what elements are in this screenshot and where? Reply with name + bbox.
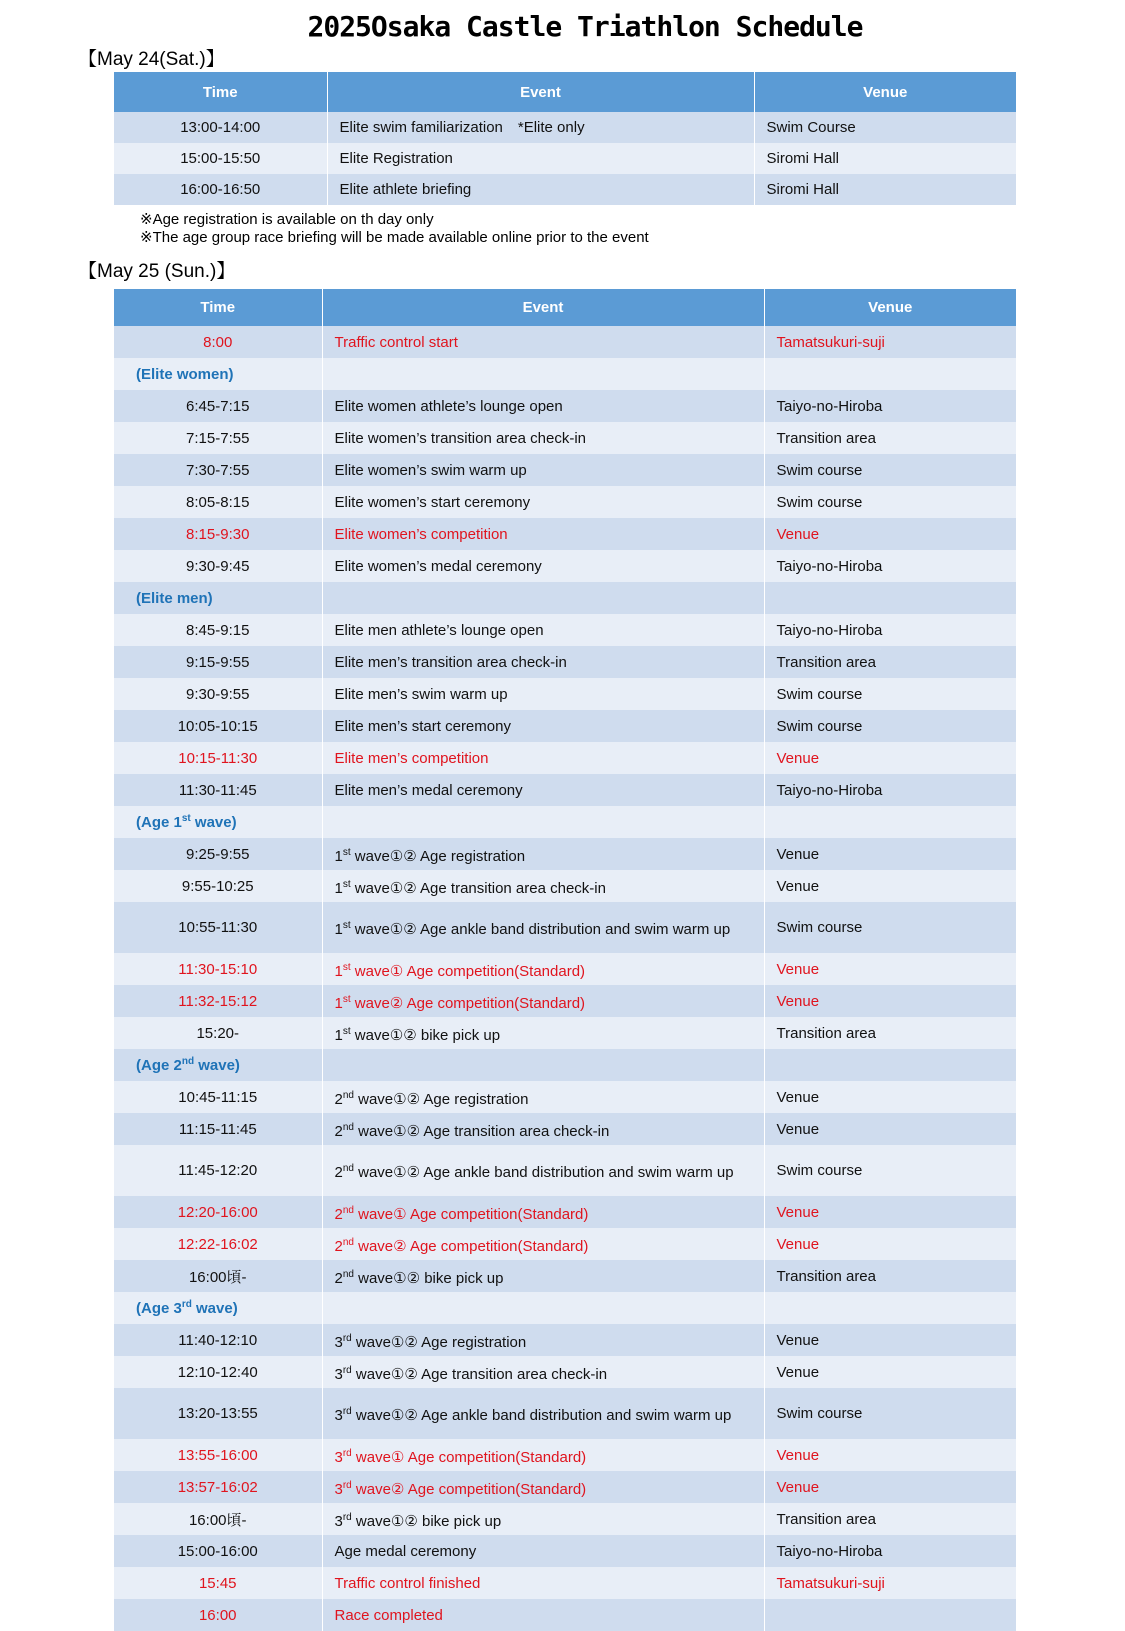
event-text: wave①② Age registration bbox=[353, 1090, 529, 1108]
event-text: wave①② bike pick up bbox=[350, 1026, 501, 1044]
event-text: wave①② Age ankle band distribution and swim warm up bbox=[353, 1164, 734, 1181]
time-cell: 10:05-10:15 bbox=[114, 710, 322, 742]
event-text: wave② Age competition(Standard) bbox=[353, 1237, 589, 1255]
time-cell: 8:45-9:15 bbox=[114, 614, 322, 646]
section-label bbox=[114, 806, 322, 838]
section-row bbox=[114, 1292, 1016, 1324]
event-text: Elite women’s swim warm up bbox=[334, 461, 527, 479]
event-text: Age medal ceremony bbox=[334, 1542, 477, 1560]
venue-cell: Taiyo-no-Hiroba bbox=[764, 550, 1016, 582]
table-row bbox=[114, 1017, 1016, 1049]
table-row bbox=[114, 1113, 1016, 1145]
venue-cell: Swim Course bbox=[754, 112, 1016, 143]
venue-cell bbox=[764, 1599, 1016, 1631]
event-cell bbox=[322, 454, 764, 486]
event-text: wave①② Age registration bbox=[350, 847, 526, 865]
time-cell: 11:30-15:10 bbox=[114, 953, 322, 985]
venue-cell: Swim course bbox=[764, 902, 1016, 953]
venue-cell: Swim course bbox=[764, 1145, 1016, 1196]
wave-ordinal: 1 bbox=[334, 1026, 343, 1044]
wave-ordinal: 1 bbox=[334, 994, 343, 1012]
event-cell bbox=[322, 518, 764, 550]
wave-ordinal-suffix: st bbox=[342, 846, 351, 858]
section-label-end: wave) bbox=[194, 1057, 240, 1074]
table-row bbox=[114, 1324, 1016, 1356]
venue-cell: Venue bbox=[764, 870, 1016, 902]
table-row bbox=[114, 1260, 1016, 1292]
section-label bbox=[114, 1292, 322, 1324]
event-cell bbox=[322, 1599, 764, 1631]
section-row bbox=[114, 806, 1016, 838]
event-text: Elite women’s transition area check-in bbox=[334, 429, 587, 447]
venue-cell: Siromi Hall bbox=[754, 143, 1016, 174]
table-row bbox=[114, 985, 1016, 1017]
time-cell: 8:00 bbox=[114, 326, 322, 358]
wave-ordinal: 3 bbox=[334, 1333, 343, 1351]
wave-ordinal: 2 bbox=[334, 1164, 343, 1181]
venue-cell: Tamatsukuri-suji bbox=[764, 1567, 1016, 1599]
event-cell bbox=[322, 486, 764, 518]
time-cell: 11:30-11:45 bbox=[114, 774, 322, 806]
day1-heading: 【May 24(Sat.)】 bbox=[78, 49, 225, 70]
event-text: Elite men’s medal ceremony bbox=[334, 781, 523, 799]
venue-cell: Venue bbox=[764, 1196, 1016, 1228]
column-header-event: Event bbox=[327, 72, 754, 112]
table-row bbox=[114, 1567, 1016, 1599]
event-cell bbox=[322, 1535, 764, 1567]
event-cell bbox=[322, 838, 764, 870]
event-cell bbox=[322, 1228, 764, 1260]
wave-ordinal-suffix: st bbox=[342, 961, 351, 973]
column-header-venue: Venue bbox=[754, 72, 1016, 112]
venue-cell: Venue bbox=[764, 838, 1016, 870]
wave-ordinal-suffix: nd bbox=[342, 1163, 354, 1174]
table-row bbox=[114, 550, 1016, 582]
section-label bbox=[114, 1049, 322, 1081]
empty-event-cell bbox=[322, 582, 764, 614]
column-header-time: Time bbox=[114, 289, 322, 326]
table-row bbox=[114, 953, 1016, 985]
event-text: Traffic control finished bbox=[334, 1574, 481, 1592]
table-row bbox=[114, 1356, 1016, 1388]
venue-cell: Transition area bbox=[764, 1017, 1016, 1049]
empty-venue-cell bbox=[764, 358, 1016, 390]
event-cell bbox=[322, 1324, 764, 1356]
table-row bbox=[114, 710, 1016, 742]
table-row bbox=[114, 518, 1016, 550]
event-cell bbox=[322, 710, 764, 742]
table-row bbox=[114, 1388, 1016, 1439]
event-text: Elite men’s swim warm up bbox=[334, 685, 508, 703]
empty-venue-cell bbox=[764, 1292, 1016, 1324]
table-row bbox=[114, 678, 1016, 710]
event-cell bbox=[322, 742, 764, 774]
table-row bbox=[114, 1503, 1016, 1535]
empty-event-cell bbox=[322, 358, 764, 390]
event-cell bbox=[322, 902, 764, 953]
column-header-time: Time bbox=[114, 72, 327, 112]
wave-ordinal: 1 bbox=[334, 879, 343, 897]
wave-ordinal-suffix: st bbox=[342, 878, 351, 890]
time-cell: 13:55-16:00 bbox=[114, 1439, 322, 1471]
event-text: wave①② bike pick up bbox=[353, 1269, 504, 1287]
wave-ordinal: 3 bbox=[334, 1512, 343, 1530]
section-row bbox=[114, 358, 1016, 390]
event-cell bbox=[322, 1260, 764, 1292]
table-row bbox=[114, 614, 1016, 646]
wave-ordinal: 2 bbox=[334, 1269, 343, 1287]
section-row bbox=[114, 582, 1016, 614]
empty-venue-cell bbox=[764, 1049, 1016, 1081]
empty-venue-cell bbox=[764, 806, 1016, 838]
table-row bbox=[114, 1228, 1016, 1260]
wave-ordinal: 3 bbox=[334, 1480, 343, 1498]
venue-cell: Taiyo-no-Hiroba bbox=[764, 774, 1016, 806]
table-row bbox=[114, 870, 1016, 902]
table-row bbox=[114, 1196, 1016, 1228]
table-row bbox=[114, 902, 1016, 953]
section-label-end: wave) bbox=[191, 1300, 238, 1317]
venue-cell: Transition area bbox=[764, 646, 1016, 678]
time-cell: 7:30-7:55 bbox=[114, 454, 322, 486]
wave-ordinal-suffix: st bbox=[342, 1025, 351, 1037]
event-cell bbox=[322, 1113, 764, 1145]
time-cell: 12:10-12:40 bbox=[114, 1356, 322, 1388]
event-text: wave① Age competition(Standard) bbox=[350, 962, 586, 980]
venue-cell: Siromi Hall bbox=[754, 174, 1016, 205]
section-label bbox=[114, 358, 322, 390]
event-cell bbox=[322, 678, 764, 710]
venue-cell: Tamatsukuri-suji bbox=[764, 326, 1016, 358]
empty-event-cell bbox=[322, 1049, 764, 1081]
event-text: wave① Age competition(Standard) bbox=[353, 1205, 589, 1223]
event-cell bbox=[322, 1145, 764, 1196]
event-cell bbox=[322, 614, 764, 646]
time-cell: 9:30-9:55 bbox=[114, 678, 322, 710]
event-cell bbox=[322, 870, 764, 902]
event-text: wave① Age competition(Standard) bbox=[351, 1448, 587, 1466]
table-row bbox=[114, 422, 1016, 454]
table-row bbox=[114, 1535, 1016, 1567]
time-cell: 15:00-15:50 bbox=[114, 143, 327, 174]
wave-ordinal: 3 bbox=[334, 1407, 343, 1424]
wave-ordinal-suffix: rd bbox=[342, 1511, 352, 1523]
time-cell: 13:57-16:02 bbox=[114, 1471, 322, 1503]
empty-event-cell bbox=[322, 1292, 764, 1324]
event-text: Elite men athlete’s lounge open bbox=[334, 621, 544, 639]
table-header-row bbox=[114, 289, 1016, 326]
event-text: wave①② Age ankle band distribution and swim warm up bbox=[350, 921, 731, 938]
time-cell: 15:00-16:00 bbox=[114, 1535, 322, 1567]
time-cell: 9:55-10:25 bbox=[114, 870, 322, 902]
event-cell bbox=[322, 1503, 764, 1535]
venue-cell: Transition area bbox=[764, 1260, 1016, 1292]
section-label-ordinal: rd bbox=[181, 1299, 192, 1310]
event-text: wave② Age competition(Standard) bbox=[350, 994, 586, 1012]
event-text: wave①② bike pick up bbox=[351, 1512, 502, 1530]
empty-venue-cell bbox=[764, 582, 1016, 614]
section-label-start: (Age 2 bbox=[136, 1057, 182, 1074]
table-row bbox=[114, 774, 1016, 806]
event-text: Traffic control start bbox=[334, 333, 458, 351]
event-text: Elite women’s medal ceremony bbox=[334, 557, 542, 575]
event-text: Elite women’s start ceremony bbox=[334, 493, 531, 511]
time-cell: 10:15-11:30 bbox=[114, 742, 322, 774]
venue-cell: Taiyo-no-Hiroba bbox=[764, 390, 1016, 422]
section-label-ordinal: st bbox=[181, 813, 191, 824]
event-text: wave② Age competition(Standard) bbox=[351, 1480, 587, 1498]
time-cell: 9:30-9:45 bbox=[114, 550, 322, 582]
wave-ordinal-suffix: nd bbox=[342, 1121, 354, 1133]
wave-ordinal-suffix: nd bbox=[342, 1204, 354, 1216]
wave-ordinal-suffix: nd bbox=[342, 1236, 354, 1248]
table-row bbox=[114, 1599, 1016, 1631]
event-text: wave①② Age registration bbox=[351, 1333, 527, 1351]
event-text: wave①② Age transition area check-in bbox=[350, 879, 606, 897]
event-cell bbox=[322, 1081, 764, 1113]
note-age-registration: ※Age registration is available on th day only bbox=[140, 211, 434, 228]
event-cell bbox=[322, 1196, 764, 1228]
venue-cell: Taiyo-no-Hiroba bbox=[764, 1535, 1016, 1567]
time-cell: 15:20- bbox=[114, 1017, 322, 1049]
wave-ordinal: 1 bbox=[334, 921, 343, 938]
time-cell: 9:15-9:55 bbox=[114, 646, 322, 678]
wave-ordinal: 2 bbox=[334, 1205, 343, 1223]
wave-ordinal: 1 bbox=[334, 847, 343, 865]
venue-cell: Venue bbox=[764, 1113, 1016, 1145]
time-cell: 7:15-7:55 bbox=[114, 422, 322, 454]
page-title: 2025Osaka Castle Triathlon Schedule bbox=[307, 10, 863, 43]
column-header-event: Event bbox=[322, 289, 764, 326]
time-cell: 13:00-14:00 bbox=[114, 112, 327, 143]
event-text: Race completed bbox=[334, 1606, 443, 1624]
time-cell: 11:15-11:45 bbox=[114, 1113, 322, 1145]
wave-ordinal-suffix: st bbox=[342, 920, 351, 931]
event-cell bbox=[322, 646, 764, 678]
wave-ordinal: 3 bbox=[334, 1365, 343, 1383]
time-cell: 9:25-9:55 bbox=[114, 838, 322, 870]
event-cell bbox=[322, 1567, 764, 1599]
empty-event-cell bbox=[322, 806, 764, 838]
venue-cell: Venue bbox=[764, 1471, 1016, 1503]
section-label-start: (Elite men) bbox=[136, 589, 213, 607]
wave-ordinal-suffix: rd bbox=[342, 1332, 352, 1344]
venue-cell: Swim course bbox=[764, 454, 1016, 486]
time-cell: 8:05-8:15 bbox=[114, 486, 322, 518]
event-text: wave①② Age transition area check-in bbox=[353, 1122, 610, 1140]
event-cell: Elite athlete briefing bbox=[327, 174, 754, 205]
venue-cell: Venue bbox=[764, 1081, 1016, 1113]
time-cell: 16:00-16:50 bbox=[114, 174, 327, 205]
wave-ordinal: 2 bbox=[334, 1122, 343, 1140]
venue-cell: Venue bbox=[764, 742, 1016, 774]
table-row bbox=[114, 143, 1016, 174]
wave-ordinal-suffix: nd bbox=[342, 1089, 354, 1101]
event-cell bbox=[322, 1017, 764, 1049]
event-cell bbox=[322, 550, 764, 582]
section-label-start: (Age 1 bbox=[136, 814, 182, 831]
time-cell: 16:00 bbox=[114, 1599, 322, 1631]
wave-ordinal: 2 bbox=[334, 1237, 343, 1255]
event-cell bbox=[322, 326, 764, 358]
event-cell bbox=[322, 1471, 764, 1503]
wave-ordinal-suffix: rd bbox=[342, 1447, 352, 1459]
event-text: Elite women’s competition bbox=[334, 525, 508, 543]
table-row bbox=[114, 1471, 1016, 1503]
event-cell bbox=[322, 953, 764, 985]
day1-schedule-table bbox=[114, 72, 1016, 205]
table-row bbox=[114, 838, 1016, 870]
section-label bbox=[114, 582, 322, 614]
table-row bbox=[114, 1145, 1016, 1196]
section-label-ordinal: nd bbox=[181, 1056, 195, 1067]
time-cell: 11:45-12:20 bbox=[114, 1145, 322, 1196]
venue-cell: Swim course bbox=[764, 710, 1016, 742]
time-cell: 12:22-16:02 bbox=[114, 1228, 322, 1260]
event-text: Elite men’s competition bbox=[334, 749, 489, 767]
venue-cell: Venue bbox=[764, 953, 1016, 985]
table-row bbox=[114, 454, 1016, 486]
event-cell bbox=[322, 422, 764, 454]
time-cell: 16:00頃- bbox=[114, 1503, 322, 1535]
wave-ordinal-suffix: rd bbox=[342, 1406, 352, 1417]
venue-cell: Venue bbox=[764, 1439, 1016, 1471]
event-text: Elite men’s transition area check-in bbox=[334, 653, 567, 671]
wave-ordinal: 1 bbox=[334, 962, 343, 980]
time-cell: 15:45 bbox=[114, 1567, 322, 1599]
section-row bbox=[114, 1049, 1016, 1081]
wave-ordinal-suffix: rd bbox=[342, 1364, 352, 1376]
time-cell: 11:32-15:12 bbox=[114, 985, 322, 1017]
event-cell: Elite swim familiarization *Elite only bbox=[327, 112, 754, 143]
column-header-venue: Venue bbox=[764, 289, 1016, 326]
section-label-start: (Age 3 bbox=[136, 1300, 182, 1317]
day2-heading: 【May 25 (Sun.)】 bbox=[78, 261, 236, 282]
venue-cell: Transition area bbox=[764, 1503, 1016, 1535]
time-cell: 10:55-11:30 bbox=[114, 902, 322, 953]
time-cell: 6:45-7:15 bbox=[114, 390, 322, 422]
table-row bbox=[114, 390, 1016, 422]
wave-ordinal-suffix: st bbox=[342, 993, 351, 1005]
venue-cell: Venue bbox=[764, 518, 1016, 550]
time-cell: 12:20-16:00 bbox=[114, 1196, 322, 1228]
wave-ordinal-suffix: nd bbox=[342, 1268, 354, 1280]
event-cell: Elite Registration bbox=[327, 143, 754, 174]
venue-cell: Venue bbox=[764, 1356, 1016, 1388]
table-row bbox=[114, 174, 1016, 205]
table-row bbox=[114, 646, 1016, 678]
table-row bbox=[114, 1439, 1016, 1471]
time-cell: 11:40-12:10 bbox=[114, 1324, 322, 1356]
event-cell bbox=[322, 774, 764, 806]
day2-schedule-table bbox=[114, 289, 1016, 1631]
wave-ordinal: 2 bbox=[334, 1090, 343, 1108]
event-text: Elite men’s start ceremony bbox=[334, 717, 511, 735]
event-text: Elite women athlete’s lounge open bbox=[334, 397, 563, 415]
table-row bbox=[114, 1081, 1016, 1113]
venue-cell: Swim course bbox=[764, 486, 1016, 518]
wave-ordinal: 3 bbox=[334, 1448, 343, 1466]
event-cell bbox=[322, 1356, 764, 1388]
venue-cell: Venue bbox=[764, 1324, 1016, 1356]
event-cell bbox=[322, 985, 764, 1017]
event-text: wave①② Age transition area check-in bbox=[351, 1365, 608, 1383]
venue-cell: Transition area bbox=[764, 422, 1016, 454]
section-label-start: (Elite women) bbox=[136, 365, 234, 383]
table-row bbox=[114, 742, 1016, 774]
venue-cell: Swim course bbox=[764, 678, 1016, 710]
event-cell bbox=[322, 1439, 764, 1471]
venue-cell: Swim course bbox=[764, 1388, 1016, 1439]
table-row bbox=[114, 326, 1016, 358]
time-cell: 10:45-11:15 bbox=[114, 1081, 322, 1113]
wave-ordinal-suffix: rd bbox=[342, 1479, 352, 1491]
venue-cell: Venue bbox=[764, 985, 1016, 1017]
table-row bbox=[114, 112, 1016, 143]
event-cell bbox=[322, 390, 764, 422]
note-race-briefing: ※The age group race briefing will be made available online prior to the event bbox=[140, 229, 649, 246]
venue-cell: Taiyo-no-Hiroba bbox=[764, 614, 1016, 646]
time-cell: 8:15-9:30 bbox=[114, 518, 322, 550]
venue-cell: Venue bbox=[764, 1228, 1016, 1260]
table-row bbox=[114, 486, 1016, 518]
section-label-end: wave) bbox=[190, 814, 237, 831]
event-text: wave①② Age ankle band distribution and swim warm up bbox=[351, 1407, 732, 1424]
time-cell: 13:20-13:55 bbox=[114, 1388, 322, 1439]
table-header-row bbox=[114, 72, 1016, 112]
time-cell: 16:00頃- bbox=[114, 1260, 322, 1292]
event-cell bbox=[322, 1388, 764, 1439]
